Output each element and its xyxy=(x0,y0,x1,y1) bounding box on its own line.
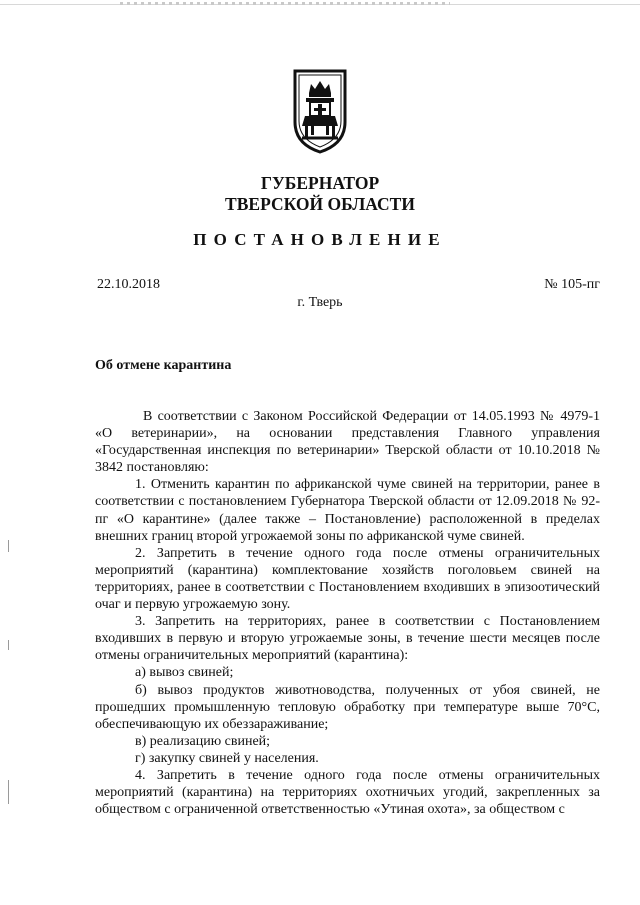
coat-of-arms-icon xyxy=(292,68,348,154)
scan-top-noise xyxy=(120,2,450,5)
clause-3c-paragraph: в) реализацию свиней; xyxy=(135,733,271,749)
document-body xyxy=(95,408,600,818)
clause-4-paragraph: 4. Запретить в течение одного года после отмены ограничительных мероприятий (карантина) на территориях охотничьих угодий, закрепленных за обществом с ограниченной ответственностью «Утиная охота», за обществом с xyxy=(95,767,600,818)
clause-3d-paragraph: г) закупку свиней у населения. xyxy=(135,750,319,766)
clause-3a-paragraph: а) вывоз свиней; xyxy=(135,665,234,681)
authority-title-line2: ТВЕРСКОЙ ОБЛАСТИ xyxy=(225,194,415,214)
document-number: № 105-пг xyxy=(544,277,600,292)
preamble-paragraph: В соответствии с Законом Российской Федерации от 14.05.1993 № 4979-1 «О ветеринарии», на основании представления Главного управления «Государственная инспекция по ветеринарии» Тверской области от 10.10.2018 № 3842 постановляю: xyxy=(95,409,600,476)
document-city: г. Тверь xyxy=(297,295,343,310)
scan-edge-mark xyxy=(8,640,9,650)
document-subject: Об отмене карантина xyxy=(95,358,232,373)
clause-3-paragraph: 3. Запретить на территориях, ранее в соответствии с Постановлением входивших в первую и вторую угрожаемые зоны, в течение шести месяцев после отмены ограничительных мероприятий (карантина): xyxy=(95,614,600,664)
document-date: 22.10.2018 xyxy=(97,277,160,292)
authority-title-line1: ГУБЕРНАТОР xyxy=(260,173,380,193)
clause-2-paragraph: 2. Запретить в течение одного года после отмены ограничительных мероприятий (карантина) комплектование хозяйств поголовьем свиней на территориях, ранее в соответствии с Постановлением входивших в эпизоотический очаг и первую угрожаемую зону. xyxy=(95,545,600,613)
scan-edge-mark xyxy=(8,780,9,804)
document-type-heading: ПОСТАНОВЛЕНИЕ xyxy=(193,230,447,249)
clause-3b-paragraph: б) вывоз продуктов животноводства, полученных от убоя свиней, не прошедших промышленную тепловую обработку при температуре выше 70°С, обеспечивающую их обеззараживание; xyxy=(95,682,600,732)
scan-edge-mark xyxy=(8,540,9,552)
clause-1-paragraph: 1. Отменить карантин по африканской чуме свиней на территории, ранее в соответствии с постановлением Губернатора Тверской области от 12.09.2018 № 92-пг «О карантине» (далее также – Постановление) расположенной в пределах внешних границ второй угрожаемой зоны по африканской чуме свиней. xyxy=(95,477,600,544)
